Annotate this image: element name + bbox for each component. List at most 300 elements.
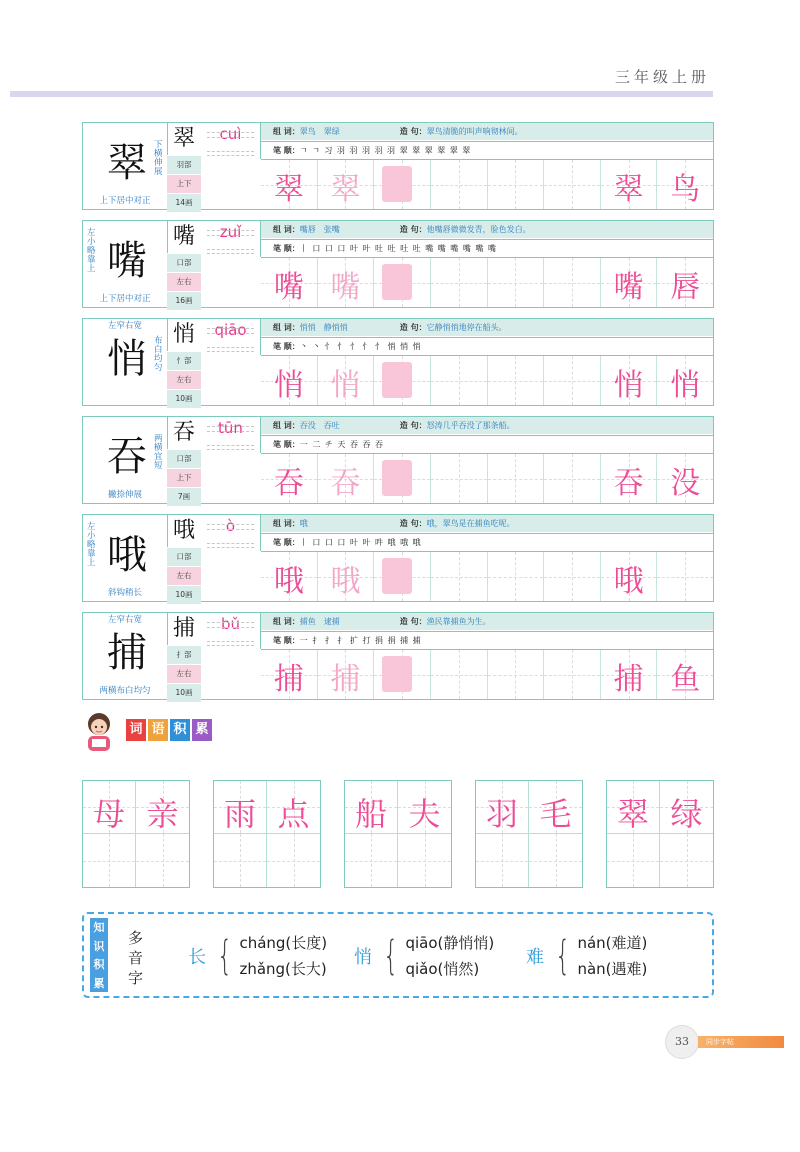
- pinyin-line: [207, 132, 254, 133]
- brace: {: [217, 933, 233, 979]
- practice-box: [601, 356, 658, 405]
- page-tag-text: 同步字帖: [706, 1038, 734, 1046]
- structure-note: 左窄右宽: [107, 321, 142, 331]
- zaoju-label: 造 句：: [399, 323, 427, 332]
- bishun-label: 笔 顺：: [273, 342, 300, 351]
- structure: 左右: [167, 272, 201, 291]
- practice-box: [488, 160, 545, 209]
- bishun-line: [261, 337, 713, 355]
- word-grid: [606, 780, 714, 888]
- practice-box: [657, 356, 713, 405]
- practice-box: [601, 650, 658, 699]
- bishun-label: 笔 顺：: [273, 244, 300, 253]
- practice-box: [374, 552, 431, 601]
- pinyin-box: [201, 221, 261, 257]
- pinyin-line: [207, 426, 254, 427]
- zuci-label: 组 词：: [273, 127, 300, 136]
- char-label: 吞: [172, 420, 195, 445]
- polyphone: [188, 930, 327, 982]
- demo-box: [83, 123, 168, 209]
- structure-note: 左小略靠上: [87, 522, 96, 568]
- word-char: 亲: [146, 795, 179, 833]
- practice-box: [657, 552, 713, 601]
- practice-grid: [261, 159, 713, 209]
- word-cell: [607, 781, 660, 834]
- practice-char: 悄: [330, 368, 361, 403]
- pinyin-line: [207, 155, 254, 156]
- word-cell: [607, 834, 660, 887]
- practice-char: 嘴: [613, 270, 644, 305]
- practice-box: [544, 160, 601, 209]
- pinyin-box: [201, 319, 261, 355]
- word-lines: [261, 613, 713, 649]
- zhishi-label-char: 积: [93, 958, 105, 972]
- practice-char: 悄: [273, 368, 304, 403]
- practice-box: [374, 160, 431, 209]
- practice-box: [374, 650, 431, 699]
- page-number: 33: [665, 1025, 699, 1059]
- practice-box: [261, 650, 318, 699]
- word-cell: [660, 834, 713, 887]
- pinyin-box: [201, 515, 261, 551]
- practice-char: 吞: [330, 466, 361, 501]
- practice-box: [657, 160, 713, 209]
- zuci: 嘴唇 张嘴: [299, 225, 340, 234]
- reading: zhǎng(长大): [239, 960, 327, 978]
- word-char: 羽: [485, 795, 518, 833]
- radical: 扌部: [167, 645, 201, 664]
- structure-note: 左窄右宽: [107, 615, 142, 625]
- demo-char: 悄: [107, 336, 147, 382]
- bishun: 丨 口 口 口 叶 叶 吐 吐 吐 吐 嘴 嘴 嘴 嘴 嘴 嘴: [299, 244, 497, 253]
- structure: 左右: [167, 370, 201, 389]
- bishun-line: [261, 533, 713, 551]
- practice-box: [261, 160, 318, 209]
- practice-box: [601, 552, 658, 601]
- pinyin-line: [207, 547, 254, 548]
- pinyin-line: [207, 641, 254, 642]
- pinyin-line: [207, 253, 254, 254]
- zhishi-label: [90, 918, 108, 992]
- stroke-count: 16画: [167, 291, 201, 310]
- demo-char: 翠: [107, 140, 147, 186]
- practice-box: [261, 258, 318, 307]
- practice-char: 悄: [613, 368, 644, 403]
- char-label: 悄: [172, 322, 195, 347]
- pinyin-line: [207, 445, 254, 446]
- word-lines: [261, 417, 713, 453]
- word-lines: [261, 123, 713, 159]
- zhishi-label-char: 累: [93, 976, 105, 990]
- pinyin-line: [207, 529, 254, 530]
- page-tag: [698, 1036, 784, 1048]
- zuci-zaoju-line: [261, 515, 713, 532]
- readings: [239, 930, 327, 982]
- pinyin-line: [207, 249, 254, 250]
- ciyu-title-char: 积: [170, 719, 190, 741]
- word-char: 绿: [670, 795, 703, 833]
- pinyin-line: [207, 137, 254, 138]
- pinyin-line: [207, 151, 254, 152]
- pinyin-box: [201, 613, 261, 649]
- demo-box: [83, 319, 168, 405]
- zuci-label: 组 词：: [273, 519, 300, 528]
- header-bar: [10, 91, 713, 97]
- pinyin: qiāo: [214, 321, 247, 339]
- word-cell: [83, 781, 136, 834]
- readings: [577, 930, 647, 982]
- zuci-zaoju-line: [261, 221, 713, 238]
- practice-char: 鸟: [670, 172, 701, 207]
- pinyin: tūn: [218, 419, 243, 437]
- pinyin-line: [207, 645, 254, 646]
- bishun-label: 笔 顺：: [273, 636, 300, 645]
- pinyin-line: [207, 333, 254, 334]
- radical: 忄部: [167, 351, 201, 370]
- practice-grid: [261, 257, 713, 307]
- practice-char: 捕: [273, 662, 304, 697]
- zuci: 翠鸟 翠绿: [299, 127, 340, 136]
- bishun-line: [261, 239, 713, 257]
- char-label: 哦: [172, 518, 195, 543]
- word-cell: [345, 834, 398, 887]
- ciyu-words: [82, 780, 714, 888]
- practice-box: [601, 258, 658, 307]
- zhishi-label-char: 识: [93, 939, 105, 953]
- word-lines: [261, 515, 713, 551]
- bishun-line: [261, 631, 713, 649]
- structure-note: 上下居中对正: [99, 196, 151, 207]
- zuci: 吞没 吞吐: [299, 421, 340, 430]
- zuci-label: 组 词：: [273, 617, 300, 626]
- practice-char: 翠: [273, 172, 304, 207]
- practice-box: [261, 356, 318, 405]
- structure-note: 下横伸展: [154, 140, 163, 177]
- reading: qiǎo(悄然): [405, 960, 480, 978]
- char-row: [82, 612, 714, 700]
- word-grid: [82, 780, 190, 888]
- char-info: [167, 515, 201, 601]
- bishun-label: 笔 顺：: [273, 146, 300, 155]
- girl-icon: [82, 711, 116, 753]
- stroke-shape: [382, 166, 412, 202]
- practice-char: 悄: [670, 368, 701, 403]
- practice-grid: [261, 453, 713, 503]
- polyphone-char: 长: [188, 947, 206, 968]
- bishun: ㄱ ㄱ 习 羽 羽 羽 羽 羽 翠 翠 翠 翠 翠 翠: [299, 146, 472, 155]
- zuci-label: 组 词：: [273, 421, 300, 430]
- pinyin: bǔ: [220, 615, 241, 633]
- word-lines: [261, 319, 713, 355]
- word-char: 毛: [539, 795, 572, 833]
- pinyin: cuì: [219, 125, 242, 143]
- zaoju: 它静悄悄地停在船头。: [426, 323, 507, 332]
- structure-note: 上下居中对正: [99, 294, 151, 305]
- header-grade: 三年级上册: [614, 68, 710, 86]
- practice-box: [488, 258, 545, 307]
- practice-box: [318, 454, 375, 503]
- polyphone: [526, 930, 647, 982]
- demo-box: [83, 221, 168, 307]
- character-rows: [82, 122, 714, 710]
- zaoju: 渔民靠捕鱼为生。: [426, 617, 491, 626]
- radical: 口部: [167, 253, 201, 272]
- zuci: 捕鱼 逮捕: [299, 617, 340, 626]
- char-label: 嘴: [172, 224, 195, 249]
- bishun-line: [261, 141, 713, 159]
- pinyin-line: [207, 347, 254, 348]
- zuci-zaoju-line: [261, 123, 713, 140]
- practice-box: [431, 160, 488, 209]
- word-cell: [398, 834, 451, 887]
- zuci-zaoju-line: [261, 613, 713, 630]
- ciyu-title-char: 语: [148, 719, 168, 741]
- word-cell: [136, 834, 189, 887]
- zuci-zaoju-line: [261, 319, 713, 336]
- practice-grid: [261, 355, 713, 405]
- word-cell: [529, 834, 582, 887]
- practice-box: [318, 160, 375, 209]
- word-lines: [261, 221, 713, 257]
- practice-char: 嘴: [273, 270, 304, 305]
- ciyu-title-char: 累: [192, 719, 212, 741]
- stroke-count: 14画: [167, 193, 201, 212]
- bishun: 丶 丶 忄 忄 忄 忄 忄 悄 悄 悄: [299, 342, 422, 351]
- word-char: 船: [354, 795, 387, 833]
- zhishi-box: [82, 912, 714, 998]
- zaoju-label: 造 句：: [399, 617, 427, 626]
- practice-grid: [261, 551, 713, 601]
- structure-note: 两横宜短: [154, 434, 163, 471]
- bishun-line: [261, 435, 713, 453]
- ciyu-title-char: 词: [126, 719, 146, 741]
- reading: qiāo(静悄悄): [405, 934, 495, 952]
- practice-box: [544, 454, 601, 503]
- pinyin-line: [207, 622, 254, 623]
- word-char: 翠: [616, 795, 649, 833]
- bishun-label: 笔 顺：: [273, 538, 300, 547]
- reading: cháng(长度): [239, 934, 328, 952]
- practice-box: [657, 650, 713, 699]
- char-info: [167, 123, 201, 209]
- practice-char: 吞: [613, 466, 644, 501]
- demo-char: 哦: [107, 532, 147, 578]
- bishun: 一 二 チ 天 吞 吞 吞: [299, 440, 385, 449]
- practice-grid: [261, 649, 713, 699]
- demo-char: 嘴: [107, 238, 147, 284]
- practice-box: [544, 552, 601, 601]
- word-char: 点: [277, 795, 310, 833]
- demo-box: [83, 515, 168, 601]
- stroke-shape: [382, 558, 412, 594]
- brace: {: [383, 933, 399, 979]
- demo-char: 吞: [107, 434, 147, 480]
- stroke-count: 10画: [167, 585, 201, 604]
- char-label: 捕: [172, 616, 195, 641]
- structure: 上下: [167, 468, 201, 487]
- pinyin-box: [201, 123, 261, 159]
- practice-char: 吞: [273, 466, 304, 501]
- word-cell: [398, 781, 451, 834]
- pinyin-line: [207, 627, 254, 628]
- char-row: [82, 416, 714, 504]
- pinyin-line: [207, 431, 254, 432]
- practice-char: 鱼: [670, 662, 701, 697]
- stroke-shape: [382, 460, 412, 496]
- pinyin-box: [201, 417, 261, 453]
- brace: {: [555, 933, 571, 979]
- structure: 上下: [167, 174, 201, 193]
- bishun: 一 扌 扌 扌 扩 打 捐 捐 捕 捕: [299, 636, 422, 645]
- word-cell: [476, 834, 529, 887]
- stroke-shape: [382, 264, 412, 300]
- char-label: 翠: [172, 126, 195, 151]
- zuci-zaoju-line: [261, 417, 713, 434]
- word-char: 夫: [408, 795, 441, 833]
- radical: 口部: [167, 547, 201, 566]
- char-info: [167, 613, 201, 699]
- char-info: [167, 221, 201, 307]
- char-row: [82, 514, 714, 602]
- readings: [405, 930, 494, 982]
- word-char: 雨: [223, 795, 256, 833]
- polyphone-char: 悄: [354, 947, 372, 968]
- practice-box: [601, 454, 658, 503]
- word-cell: [529, 781, 582, 834]
- zuci-label: 组 词：: [273, 323, 300, 332]
- practice-box: [374, 258, 431, 307]
- word-cell: [214, 781, 267, 834]
- structure-note: 两横布白均匀: [99, 686, 151, 697]
- practice-char: 翠: [330, 172, 361, 207]
- radical: 口部: [167, 449, 201, 468]
- stroke-shape: [382, 656, 412, 692]
- practice-box: [431, 454, 488, 503]
- zuci-label: 组 词：: [273, 225, 300, 234]
- word-grid: [475, 780, 583, 888]
- pinyin-line: [207, 235, 254, 236]
- zaoju: 翠鸟清脆的叫声响彻林间。: [426, 127, 523, 136]
- practice-box: [261, 454, 318, 503]
- stroke-count: 10画: [167, 389, 201, 408]
- pinyin-line: [207, 524, 254, 525]
- practice-char: 哦: [273, 564, 304, 599]
- char-row: [82, 318, 714, 406]
- polyphone: [354, 930, 494, 982]
- practice-box: [488, 650, 545, 699]
- practice-box: [657, 454, 713, 503]
- practice-box: [318, 258, 375, 307]
- stroke-count: 10画: [167, 683, 201, 702]
- zaoju-label: 造 句：: [399, 519, 427, 528]
- practice-char: 哦: [613, 564, 644, 599]
- structure-note: 斜钩稍长: [107, 588, 142, 599]
- reading: nàn(遇难): [577, 960, 648, 978]
- stroke-count: 7画: [167, 487, 201, 506]
- demo-box: [83, 613, 168, 699]
- zaoju-label: 造 句：: [399, 225, 427, 234]
- zuci: 悄悄 静悄悄: [299, 323, 348, 332]
- word-grid: [213, 780, 321, 888]
- char-info: [167, 417, 201, 503]
- practice-char: 捕: [613, 662, 644, 697]
- word-cell: [214, 834, 267, 887]
- word-char: 母: [92, 795, 125, 833]
- word-cell: [136, 781, 189, 834]
- pinyin-line: [207, 351, 254, 352]
- zaoju: 他嘴唇微微发青，脸色发白。: [426, 225, 531, 234]
- practice-char: 哦: [330, 564, 361, 599]
- zaoju: 怒涛几乎吞没了那条船。: [426, 421, 515, 430]
- practice-char: 翠: [613, 172, 644, 207]
- structure: 左右: [167, 664, 201, 683]
- zaoju-label: 造 句：: [399, 127, 427, 136]
- word-grid: [344, 780, 452, 888]
- word-cell: [345, 781, 398, 834]
- polyphone-char: 难: [526, 947, 544, 968]
- practice-char: 捕: [330, 662, 361, 697]
- practice-box: [318, 356, 375, 405]
- pinyin: ò: [225, 517, 236, 535]
- practice-box: [374, 454, 431, 503]
- word-cell: [476, 781, 529, 834]
- zhishi-label-char: 知: [93, 921, 105, 935]
- practice-char: 嘴: [330, 270, 361, 305]
- practice-box: [488, 356, 545, 405]
- stroke-shape: [382, 362, 412, 398]
- demo-char: 捕: [107, 630, 147, 676]
- practice-box: [374, 356, 431, 405]
- word-cell: [83, 834, 136, 887]
- char-row: [82, 122, 714, 210]
- bishun: 丨 口 口 口 叶 叶 吽 哦 哦 哦: [299, 538, 422, 547]
- pinyin-line: [207, 543, 254, 544]
- structure-note: 左小略靠上: [87, 228, 96, 274]
- practice-box: [431, 650, 488, 699]
- practice-box: [431, 356, 488, 405]
- bishun-label: 笔 顺：: [273, 440, 300, 449]
- radical: 羽部: [167, 155, 201, 174]
- structure-note: 布白均匀: [154, 336, 163, 373]
- practice-box: [488, 454, 545, 503]
- pinyin: zuǐ: [219, 223, 242, 241]
- char-row: [82, 220, 714, 308]
- practice-box: [488, 552, 545, 601]
- zuci: 哦: [299, 519, 308, 528]
- practice-box: [601, 160, 658, 209]
- practice-box: [544, 258, 601, 307]
- practice-char: 没: [670, 466, 701, 501]
- char-info: [167, 319, 201, 405]
- word-cell: [267, 781, 320, 834]
- word-cell: [267, 834, 320, 887]
- practice-box: [544, 356, 601, 405]
- word-cell: [660, 781, 713, 834]
- practice-box: [261, 552, 318, 601]
- demo-box: [83, 417, 168, 503]
- zaoju-label: 造 句：: [399, 421, 427, 430]
- structure: 左右: [167, 566, 201, 585]
- structure-note: 撇捺伸展: [107, 490, 142, 501]
- practice-char: 唇: [670, 270, 701, 305]
- practice-box: [431, 258, 488, 307]
- practice-box: [544, 650, 601, 699]
- reading: nán(难道): [577, 934, 648, 952]
- pinyin-line: [207, 449, 254, 450]
- duoyinzi-title: 多音字: [128, 929, 144, 987]
- practice-box: [657, 258, 713, 307]
- pinyin-line: [207, 230, 254, 231]
